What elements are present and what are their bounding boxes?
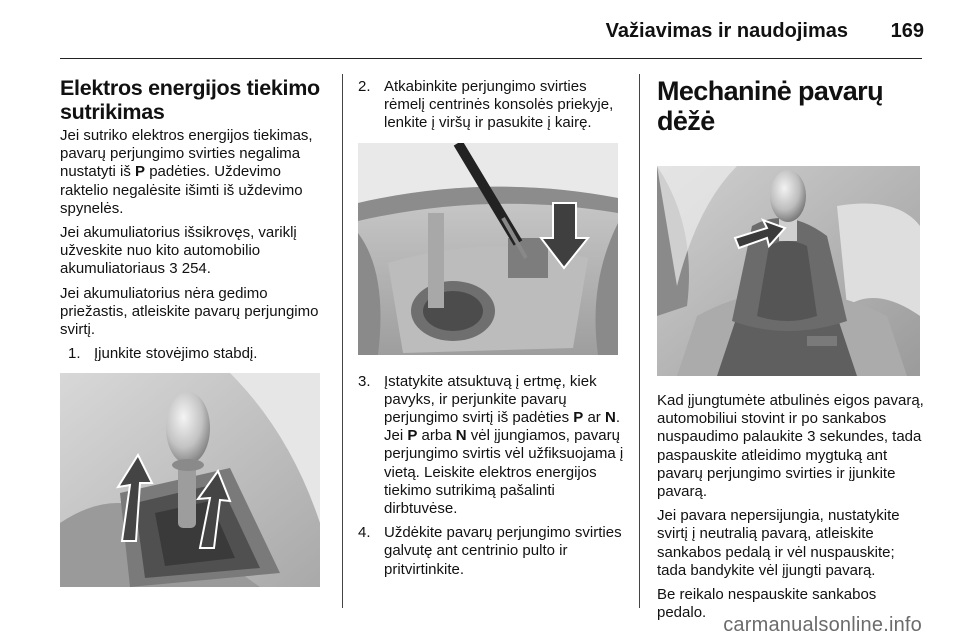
step-text: Įjunkite stovėjimo stabdį.: [94, 345, 258, 363]
paragraph: Jei pavara nepersijungia, nustatykite svirtį į neutralią pavarą, atleiskite sankabos pedalą ir vėl nuspauskite; tada bandykite vėl įjungti pavarą.: [657, 507, 900, 579]
step-text: Atkabinkite perjungimo svirties rėmelį centrinės konsolės priekyje, lenkite į viršų ir pasukite į kairę.: [384, 78, 614, 132]
page-reference-icon: 3: [169, 260, 178, 278]
paragraph: Kad įjungtumėte atbulinės eigos pavarą, automobiliui stovint ir po sankabos nuspaudimo palaukite 3 sekundes, tada paspauskite atleidimo mygtuką ant pavarų perjungimo svirties ir įjunkite pavarą.: [657, 392, 924, 501]
manual-shifter-illustration: [657, 166, 920, 376]
figure-shifter-console-release: [358, 143, 618, 355]
numbered-step: [358, 524, 628, 579]
section-heading-power-failure: Elektros energijos tiekimo sutrikimas: [60, 76, 320, 124]
page-number: 169: [890, 20, 924, 42]
bold-term: P: [407, 427, 418, 445]
column-2: [358, 78, 628, 585]
column2-steps-after: [358, 373, 628, 579]
step-text: Įstatykite atsuktuvą į ertmę, kiek pavyks, ir perjunkite pavarų perjungimo svirtį iš padėties P ar N. Jei P arba N vėl įjungiamos, pavarų perjungimo svirtis vėl užfiksuojama į vietą. Leiskite elektros energijos tiekimo sutrikimą pašalinti dirbtuvėse.: [384, 372, 624, 518]
footer-watermark: carmanualsonline.info: [723, 614, 922, 636]
console-release-illustration: [358, 143, 618, 355]
column-3: [657, 76, 927, 628]
automatic-shifter-illustration: [60, 373, 320, 587]
numbered-step: [358, 78, 628, 133]
numbered-step: [60, 345, 332, 363]
column3-paragraphs: [657, 392, 927, 622]
paragraph: Be reikalo nespauskite sankabos pedalo.: [657, 586, 877, 622]
step-text: Uždėkite pavarų perjungimo svirties galvutę ant centrinio pulto ir pritvirtinkite.: [384, 524, 622, 578]
column1-steps: [60, 345, 332, 363]
paragraph: Jei sutriko elektros energijos tiekimas, pavarų perjungimo svirties negalima nustatyti iš P padėties. Uždevimo raktelio negalėsite išimti iš uždevimo spynelės.: [60, 127, 313, 217]
step-number: 2.: [358, 78, 371, 95]
figure-automatic-shifter: [60, 373, 320, 587]
bold-term: P: [135, 163, 146, 181]
paragraph: Jei akumuliatorius nėra gedimo priežastis, atleiskite pavarų perjungimo svirtį.: [60, 284, 319, 339]
step-number: 4.: [358, 524, 371, 542]
column-1: [60, 76, 332, 587]
figure-manual-shifter: [657, 166, 920, 376]
step-number: 3.: [358, 372, 371, 390]
bold-term: P: [573, 409, 584, 427]
paragraph: Jei akumuliatorius išsikrovęs, variklį užveskite nuo kito automobilio akumuliatoriaus 3 254.: [60, 224, 297, 278]
step-number: 1.: [68, 345, 81, 363]
section-heading-manual-transmission: Mechaninė pavarų dėžė: [657, 76, 883, 136]
column-divider-right: [639, 74, 640, 608]
numbered-step: [358, 373, 628, 519]
running-header-title: Važiavimas ir naudojimas: [605, 20, 848, 42]
column1-paragraphs: [60, 127, 332, 339]
column2-steps-before: [358, 78, 628, 133]
bold-term: N: [455, 427, 467, 445]
column-divider-left: [342, 74, 343, 608]
header-rule: [60, 58, 922, 59]
bold-term: N: [604, 409, 616, 427]
